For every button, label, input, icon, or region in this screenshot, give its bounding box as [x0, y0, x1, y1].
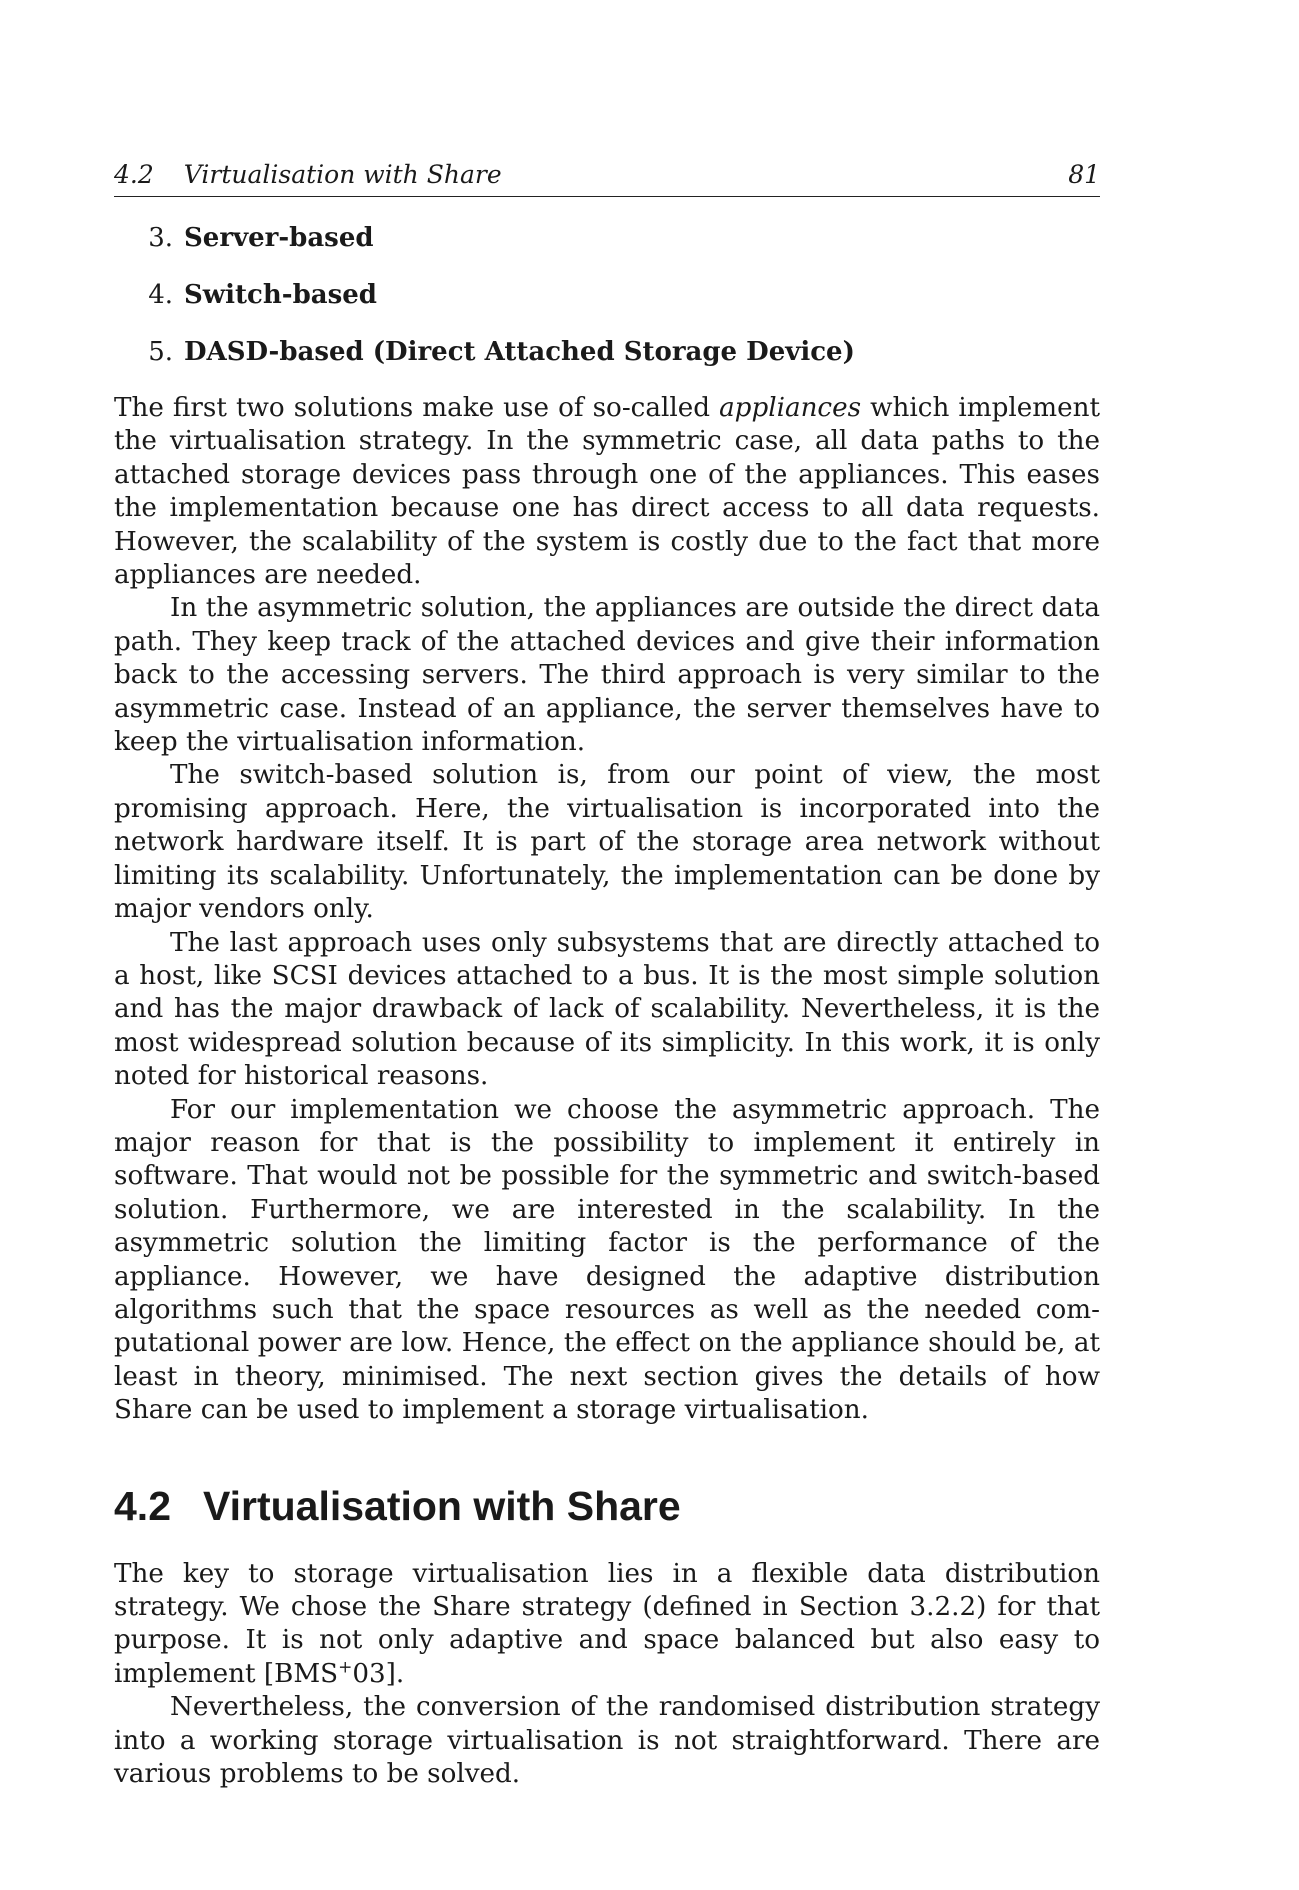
body-paragraph: For our implementation we choose the asymmetric approach. The major reason for that is the possibility to implement it entirely in software. That would not be possible for the symmetric and switch-based solution. Furthermore, we are interested in the scalability. In the asymmetric solution the limiting factor is the performance of the appliance. However, we have designed the adaptive distribution algorithms such that the space resources as well as the needed computational power are low. Hence, the effect on the appliance should be, at least in theory, minimised. The next section gives the details of how Share can be used to implement a storage virtualisation. — [114, 1094, 1100, 1426]
enumerated-list — [114, 221, 1100, 369]
page — [114, 158, 1100, 1791]
running-header-section-number: 4.2 — [114, 160, 154, 189]
list-item-number: 4. — [148, 280, 173, 310]
paragraph-text: The key to storage virtualisation lies in a flexible data distribution strategy. We chose the Share strategy (defined in Section 3.2.2) for that purpose. It is not only adaptive and space balanced but also easy to implement [BMS — [114, 1558, 1100, 1689]
section-title: Virtualisation with Share — [203, 1482, 681, 1529]
list-item-text: Switch-based — [184, 280, 377, 310]
body-paragraph: The last approach uses only subsystems that are directly attached to a host, like SCSI devices attached to a bus. It is the most simple solution and has the major drawback of lack of scalability. Nevertheless, it is the most widespread solution because of its simplicity. In this work, it is only noted for historical reasons. — [114, 927, 1100, 1092]
list-item — [114, 278, 1100, 312]
list-item — [114, 335, 1100, 369]
body-paragraph: The switch-based solution is, from our point of view, the most promising approach. Here, the virtualisation is incorporated into the network hardware itself. It is part of the storage area network without limiting its scalability. Unfortunately, the implementation can be done by major vendors only. — [114, 760, 1100, 925]
list-item-text: Server-based — [184, 223, 374, 253]
list-item-number: 3. — [148, 223, 173, 253]
running-header — [114, 158, 1100, 197]
body-paragraph — [114, 1558, 1100, 1692]
list-item-text: DASD-based (Direct Attached Storage Device) — [184, 337, 855, 367]
list-item-number: 5. — [148, 337, 173, 367]
paragraph-text: 03]. — [352, 1658, 405, 1689]
paragraph-text: which implement the virtualisation strategy. In the symmetric case, all data paths to the attached storage devices pass through one of the appliances. This eases the implementation because one has direct access to all data requests. However, the scalability of the system is costly due to the fact that more appliances are needed. — [114, 393, 1100, 591]
running-header-section-title: Virtualisation with Share — [183, 160, 502, 189]
section-heading — [114, 1482, 1100, 1530]
page-number: 81 — [1068, 160, 1100, 189]
list-item — [114, 221, 1100, 255]
paragraph-text: The first two solutions make use of so-called — [114, 393, 720, 423]
body-paragraph: In the asymmetric solution, the appliances are outside the direct data path. They keep track of the attached devices and give their information back to the accessing servers. The third approach is very similar to the asymmetric case. Instead of an appliance, the server themselves have to keep the virtualisation information. — [114, 593, 1100, 758]
section-number: 4.2 — [114, 1482, 171, 1529]
emphasized-term: appliances — [719, 393, 862, 423]
body-paragraph — [114, 392, 1100, 592]
body-paragraph: Nevertheless, the conversion of the randomised distribution strategy into a working storage virtualisation is not straightforward. There are various problems to be solved. — [114, 1692, 1100, 1790]
citation-superscript: + — [338, 1657, 353, 1678]
running-header-title — [114, 158, 502, 192]
